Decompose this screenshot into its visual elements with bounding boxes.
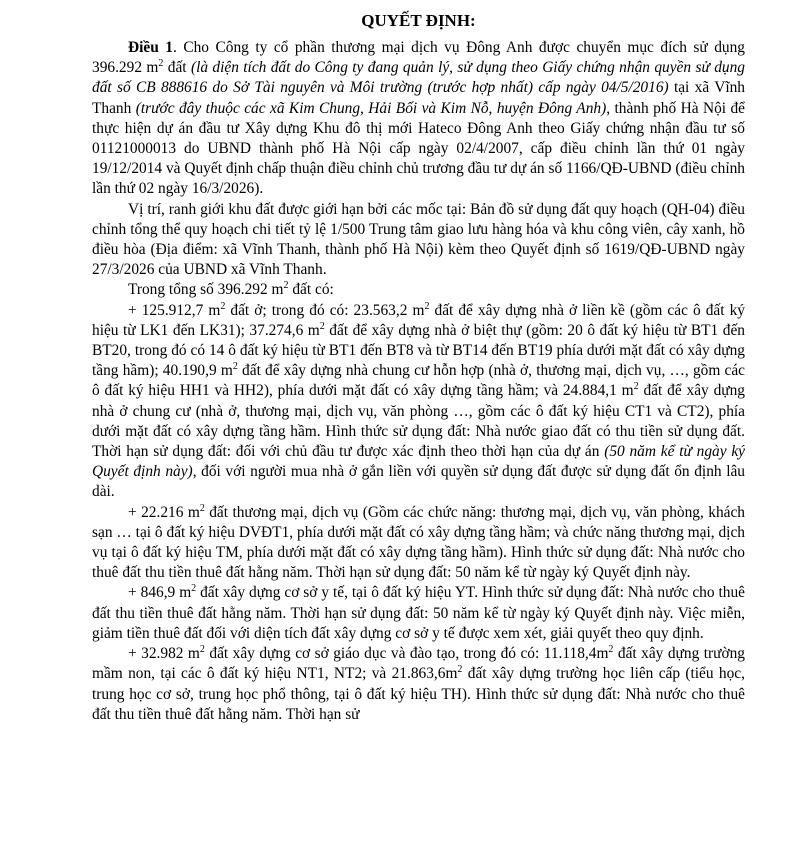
article-label: Điều 1 — [128, 39, 173, 56]
total-area-paragraph: Trong tổng số 396.292 $m^2$ đất có: — [128, 280, 334, 299]
document-body — [92, 38, 745, 725]
document-title: QUYẾT ĐỊNH: — [361, 11, 476, 30]
education-land-paragraph: + 32.982 $m^2$ đất xây dựng cơ sở giáo dục và đào tạo, trong đó có: $11.118,4m^2$ đất xây dựng trường mầm non, tại các ô đất ký hiệu NT1, NT2; và $21.863,6m^2$ đất xây dựng trường học liên cấp (tiểu học, trung học cơ sở, trung học phổ thông, tại ô đất ký hiệu TH). Hình thức sử dụng đất: Nhà nước cho thuê đất thu tiền thuê đất hằng năm. Thời hạn sử — [92, 643, 745, 723]
commercial-land-paragraph: + 22.216 $m^2$ đất thương mại, dịch vụ (Gồm các chức năng: thương mại, dịch vụ, văn phòng, khách sạn … tại ô đất ký hiệu DVĐT1, phía dưới mặt đất có xây dựng tầng hầm; và chức năng thương mại, dịch vụ tại ô đất ký hiệu TM, phía dưới mặt đất có xây dựng tầng hầm). Hình thức sử dụng đất: Nhà nước cho thuê đất thu tiền thuê đất hằng năm. Thời hạn sử dụng đất: 50 năm kể từ ngày ký Quyết định này. — [92, 502, 745, 582]
medical-land-paragraph: + 846,9 $m^2$ đất xây dựng cơ sở y tế, tại ô đất ký hiệu YT. Hình thức sử dụng đất: Nhà nước cho thuê đất thu tiền thuê đất hằng năm. Thời hạn sử dụng đất: 50 năm kể từ ngày ký Quyết định này. Việc miễn, giảm tiền thuê đất đối với diện tích đất xây dựng cơ sở y tế được xem xét, giải quyết theo quy định. — [92, 583, 745, 642]
residential-land-paragraph: + 125.912,7 $m^2$ đất ở; trong đó có: 23.563,2 $m^2$ đất để xây dựng nhà ở liền kề (gồm các ô đất ký hiệu từ LK1 đến LK31); 37.274,6 $m^2$ đất để xây dựng nhà ở biệt thự (gồm: 20 ô đất ký hiệu từ BT1 đến BT20, trong đó có 14 ô đất ký hiệu từ BT1 đến BT8 và từ BT14 đến BT19 phía dưới mặt đất có xây dựng tầng hầm); 40.190,9 $m^2$ đất để xây dựng nhà chung cư hỗn hợp (nhà ở, thương mại, dịch vụ, …, gồm các ô đất ký hiệu HH1 và HH2), phía dưới mặt đất có xây dựng tầng hầm; và 24.884,1 $m^2$ đất để xây dựng nhà ở chung cư (nhà ở, thương mại, dịch vụ, văn phòng …, gồm các ô đất ký hiệu CT1 và CT2), phía dưới mặt đất có xây dựng tầng hầm. Hình thức sử dụng đất: Nhà nước giao đất có thu tiền sử dụng đất. Thời hạn sử dụng đất: đối với chủ đầu tư được xác định theo thời hạn của dự án (50 năm kể từ ngày ký Quyết định này), đối với người mua nhà ở gắn liền với quyền sử dụng đất được sử dụng đất ổn định lâu dài. — [92, 300, 745, 501]
location-paragraph: Vị trí, ranh giới khu đất được giới hạn bởi các mốc tại: Bản đồ sử dụng đất quy hoạch (QH-04) điều chỉnh tổng thể quy hoạch chi tiết tỷ lệ 1/500 Trung tâm giao lưu hàng hóa và khu công viên, cây xanh, hồ điều hòa (Địa điểm: xã Vĩnh Thanh, thành phố Hà Nội) kèm theo Quyết định số 1619/QĐ-UBND ngày 27/3/2026 của UBND xã Vĩnh Thanh. — [92, 200, 745, 279]
article-1-paragraph: Điều 1. Cho Công ty cổ phần thương mại dịch vụ Đông Anh được chuyển mục đích sử dụng 396.292 $m^2$ đất (là diện tích đất do Công ty đang quản lý, sử dụng theo Giấy chứng nhận quyền sử dụng đất số CB 888616 do Sở Tài nguyên và Môi trường (trước hợp nhất) cấp ngày 04/5/2016) tại xã Vĩnh Thanh (trước đây thuộc các xã Kim Chung, Hải Bối và Kim Nỗ, huyện Đông Anh), thành phố Hà Nội để thực hiện dự án đầu tư Xây dựng Khu đô thị mới Hateco Đông Anh theo Giấy chứng nhận đầu tư số 01121000013 do UBND thành phố Hà Nội cấp ngày 02/4/2007, cấp điều chỉnh lần thứ 01 ngày 19/12/2014 và Quyết định chấp thuận điều chỉnh chủ trương đầu tư dự án số 1166/QĐ-UBND (điều chỉnh lần thứ 02 ngày 16/3/2026). — [92, 39, 745, 198]
